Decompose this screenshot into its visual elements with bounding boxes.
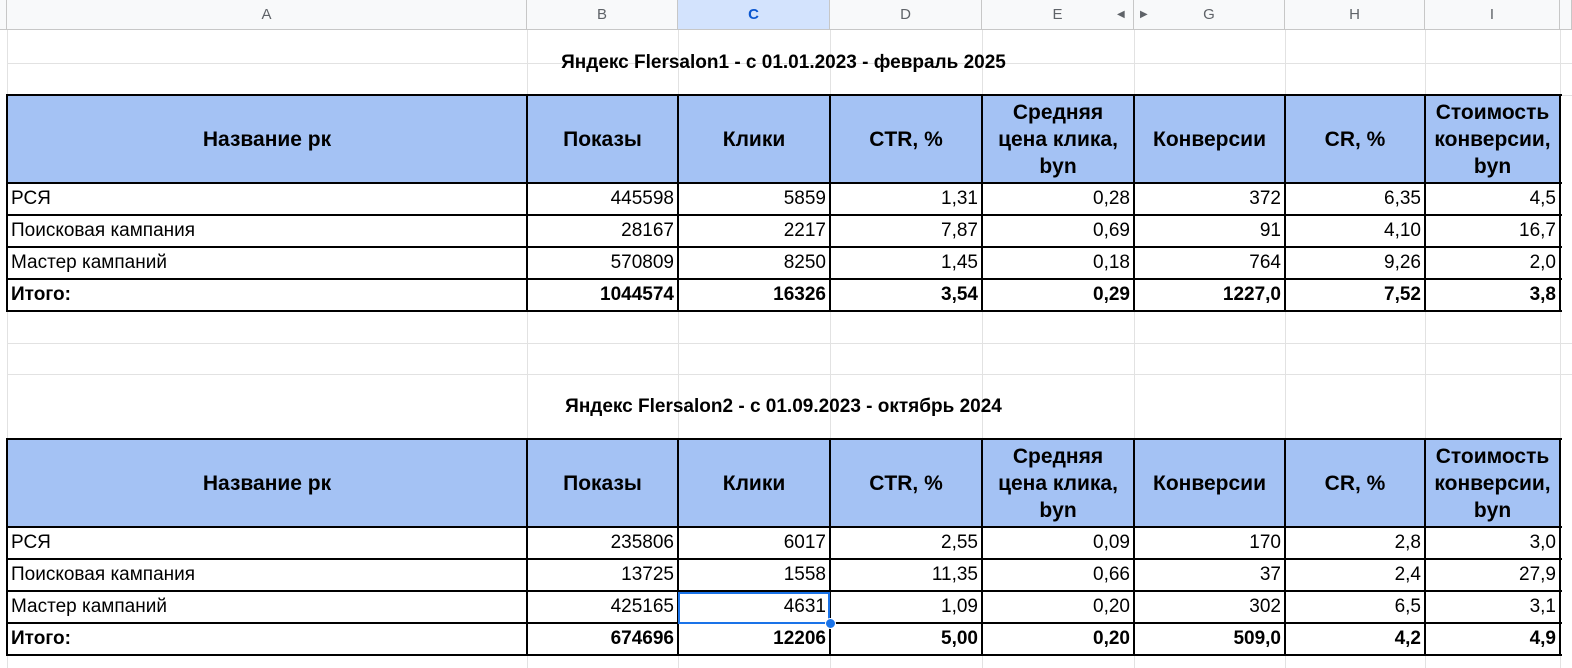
table2-total-cell[interactable]: 509,0: [1233, 628, 1281, 649]
table2-border: [1133, 438, 1135, 656]
table1-total-cell[interactable]: Итого:: [11, 284, 71, 305]
table1-cell[interactable]: Поисковая кампания: [11, 220, 196, 241]
table2-cell[interactable]: Мастер кампаний: [11, 596, 167, 617]
table2-border: [1284, 438, 1286, 656]
table1-cell[interactable]: 2,0: [1529, 252, 1556, 273]
table2-header-4[interactable]: Средняя цена клика, byn: [982, 439, 1134, 527]
fill-handle[interactable]: [825, 618, 836, 629]
table2-cell[interactable]: 3,0: [1529, 532, 1556, 553]
table2-border: [981, 438, 983, 656]
table2-cell[interactable]: 1,09: [941, 596, 978, 617]
table1-cell[interactable]: 9,26: [1384, 252, 1421, 273]
grid-line-horizontal: [7, 374, 1572, 375]
table1-cell[interactable]: 91: [1259, 220, 1281, 241]
table2-cell[interactable]: 27,9: [1519, 564, 1556, 585]
table2-border: [6, 438, 8, 656]
table2-cell[interactable]: 11,35: [931, 564, 978, 585]
table1-total-cell[interactable]: 1227,0: [1222, 284, 1281, 305]
table2-cell[interactable]: 0,66: [1093, 564, 1130, 585]
table1-cell[interactable]: РСЯ: [11, 188, 51, 209]
table1-border: [1284, 94, 1286, 312]
table1-cell[interactable]: 1,31: [941, 188, 978, 209]
table2-border: [526, 438, 528, 656]
table2-cell[interactable]: РСЯ: [11, 532, 51, 553]
table2-header-0[interactable]: Название рк: [7, 439, 527, 527]
table2-cell[interactable]: 2,8: [1394, 532, 1421, 553]
table1-cell[interactable]: 764: [1249, 252, 1281, 273]
table1-total-cell[interactable]: 16326: [773, 284, 826, 305]
column-header-c[interactable]: C: [678, 0, 830, 30]
table2-header-6[interactable]: CR, %: [1285, 439, 1425, 527]
table1-total-cell[interactable]: 7,52: [1384, 284, 1421, 305]
select-all-corner[interactable]: [0, 0, 7, 30]
table1-header-3[interactable]: CTR, %: [830, 95, 982, 183]
table2-total-cell[interactable]: 12206: [773, 628, 826, 649]
table2-cell[interactable]: 37: [1259, 564, 1281, 585]
table2-cell[interactable]: 0,20: [1093, 596, 1130, 617]
table2-cell[interactable]: 235806: [610, 532, 674, 553]
table1-border: [6, 94, 1562, 96]
table1-header-2[interactable]: Клики: [678, 95, 830, 183]
table1-cell[interactable]: 0,18: [1093, 252, 1130, 273]
table1-border: [6, 278, 1562, 280]
table1-cell[interactable]: 1,45: [941, 252, 978, 273]
table2-header-2[interactable]: Клики: [678, 439, 830, 527]
table1-cell[interactable]: 16,7: [1519, 220, 1556, 241]
hidden-column-left-arrow-icon[interactable]: ◀: [1117, 9, 1125, 20]
table1-border: [526, 94, 528, 312]
table1-total-cell[interactable]: 0,29: [1093, 284, 1130, 305]
table1-header-1[interactable]: Показы: [527, 95, 678, 183]
table2-border: [6, 654, 1562, 656]
table2-header-3[interactable]: CTR, %: [830, 439, 982, 527]
table1-cell[interactable]: 6,35: [1384, 188, 1421, 209]
table2-total-cell[interactable]: Итого:: [11, 628, 71, 649]
table2-header-1[interactable]: Показы: [527, 439, 678, 527]
table2-total-cell[interactable]: 4,9: [1529, 628, 1556, 649]
table2-cell[interactable]: Поисковая кампания: [11, 564, 196, 585]
column-header-g[interactable]: G: [1134, 0, 1285, 30]
table1-border: [677, 94, 679, 312]
table1-cell[interactable]: 4,5: [1529, 188, 1556, 209]
table1-header-7[interactable]: Стоимость конверсии, byn: [1425, 95, 1560, 183]
table1-border: [981, 94, 983, 312]
table1-border: [1559, 94, 1561, 312]
table1-border: [829, 94, 831, 312]
grid-line-horizontal: [7, 343, 1572, 344]
table2-cell[interactable]: 170: [1249, 532, 1281, 553]
table2-cell[interactable]: 0,09: [1093, 532, 1130, 553]
table1-border: [6, 182, 1562, 184]
table1-cell[interactable]: 28167: [621, 220, 674, 241]
table2-cell[interactable]: 4631: [783, 596, 826, 617]
table2-border: [1559, 438, 1561, 656]
column-header-e[interactable]: E: [982, 0, 1134, 30]
table2-title: Яндекс Flersalon2 - с 01.09.2023 - октябрь 2024: [565, 396, 1002, 417]
column-header-i[interactable]: I: [1425, 0, 1560, 30]
column-header-a[interactable]: A: [7, 0, 527, 30]
table2-cell[interactable]: 2,4: [1394, 564, 1421, 585]
table1-total-cell[interactable]: 3,54: [941, 284, 978, 305]
table2-cell[interactable]: 6,5: [1394, 596, 1421, 617]
table1-cell[interactable]: 5859: [783, 188, 826, 209]
table1-cell[interactable]: 4,10: [1384, 220, 1421, 241]
table1-cell[interactable]: 8250: [783, 252, 826, 273]
table1-border: [6, 246, 1562, 248]
active-cell-selection[interactable]: [678, 592, 830, 624]
column-header-h[interactable]: H: [1285, 0, 1425, 30]
table2-border: [6, 526, 1562, 528]
column-header-b[interactable]: B: [527, 0, 678, 30]
hidden-column-right-arrow-icon[interactable]: ▶: [1140, 9, 1148, 20]
table2-cell[interactable]: 1558: [783, 564, 826, 585]
table1-total-cell[interactable]: 1044574: [600, 284, 674, 305]
table2-cell[interactable]: 302: [1249, 596, 1281, 617]
table2-total-cell[interactable]: 674696: [610, 628, 674, 649]
table2-total-cell[interactable]: 4,2: [1394, 628, 1421, 649]
table1-border: [6, 214, 1562, 216]
table1-title: Яндекс Flersalon1 - с 01.01.2023 - февраль 2025: [561, 52, 1006, 73]
table1-cell[interactable]: Мастер кампаний: [11, 252, 167, 273]
table1-cell[interactable]: 372: [1249, 188, 1281, 209]
table1-border: [6, 310, 1562, 312]
table2-cell[interactable]: 6017: [783, 532, 826, 553]
table1-cell[interactable]: 570809: [610, 252, 674, 273]
table1-header-5[interactable]: Конверсии: [1134, 95, 1285, 183]
table1-cell[interactable]: 0,69: [1093, 220, 1130, 241]
table2-border: [6, 438, 1562, 440]
table1-cell[interactable]: 2217: [783, 220, 826, 241]
table1-header-4[interactable]: Средняя цена клика, byn: [982, 95, 1134, 183]
table1-cell[interactable]: 445598: [610, 188, 674, 209]
table2-total-cell[interactable]: 5,00: [941, 628, 978, 649]
table2-header-5[interactable]: Конверсии: [1134, 439, 1285, 527]
table2-cell[interactable]: 2,55: [941, 532, 978, 553]
table1-border: [1424, 94, 1426, 312]
table1-cell[interactable]: 0,28: [1093, 188, 1130, 209]
table2-cell[interactable]: 3,1: [1529, 596, 1556, 617]
table2-total-cell[interactable]: 0,20: [1093, 628, 1130, 649]
table1-cell[interactable]: 7,87: [941, 220, 978, 241]
table2-header-7[interactable]: Стоимость конверсии, byn: [1425, 439, 1560, 527]
table2-border: [1424, 438, 1426, 656]
table1-header-0[interactable]: Название рк: [7, 95, 527, 183]
table1-border: [6, 94, 8, 312]
table1-total-cell[interactable]: 3,8: [1529, 284, 1556, 305]
column-header-overflow: [1560, 0, 1572, 30]
column-header-d[interactable]: D: [830, 0, 982, 30]
table1-border: [1133, 94, 1135, 312]
table1-header-6[interactable]: CR, %: [1285, 95, 1425, 183]
table2-cell[interactable]: 425165: [610, 596, 674, 617]
table2-border: [6, 558, 1562, 560]
table2-cell[interactable]: 13725: [621, 564, 674, 585]
